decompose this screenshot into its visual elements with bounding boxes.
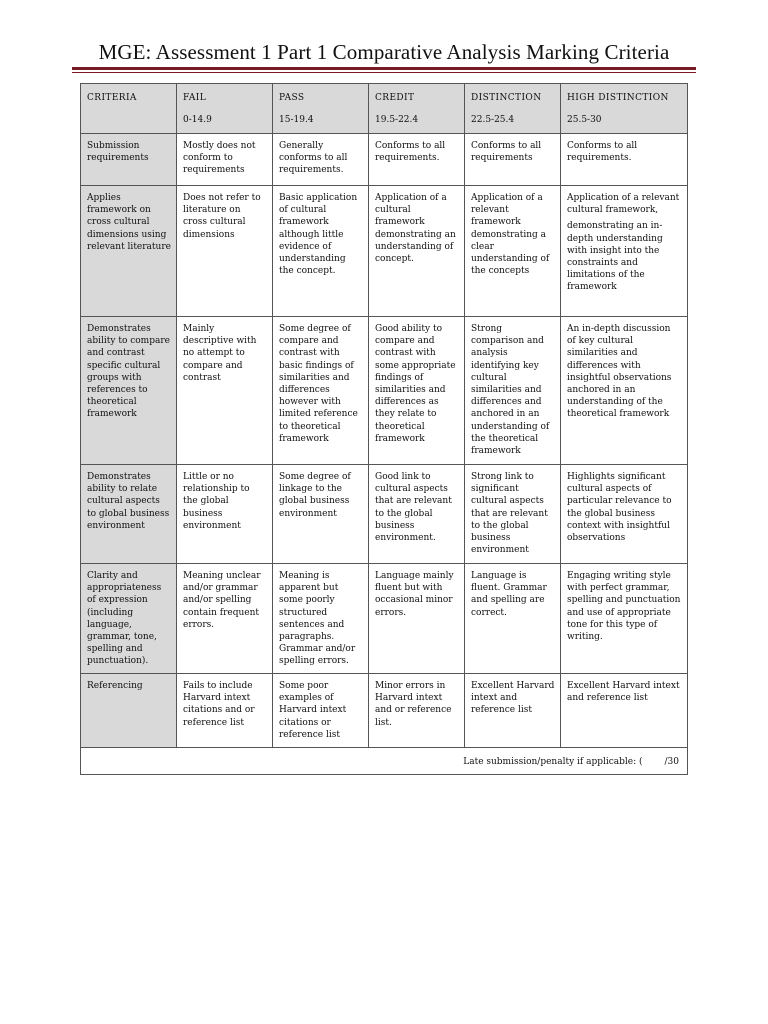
band-range: 19.5-22.4 — [375, 115, 419, 126]
late-penalty-cell — [81, 748, 688, 775]
descriptor-cell: Little or no relationship to the global business environment — [177, 465, 273, 564]
descriptor-cell: Does not refer to literature on cross cultural dimensions — [177, 186, 273, 317]
table-header-row — [81, 84, 688, 134]
band-range: 22.5-25.4 — [471, 115, 515, 126]
descriptor-cell: Strong link to significant cultural aspects that are relevant to the global business environment — [465, 465, 561, 564]
criterion-cell: Demonstrates ability to compare and contrast specific cultural groups with references to theoretical framework — [81, 317, 177, 465]
descriptor-cell: Some degree of compare and contrast with basic findings of similarities and differences however with limited reference to theoretical framework — [273, 317, 369, 465]
descriptor-cell: Some degree of linkage to the global business environment — [273, 465, 369, 564]
descriptor-cell: Conforms to all requirements — [465, 134, 561, 186]
band-name: CREDIT — [375, 93, 415, 103]
descriptor-cell: Mostly does not conform to requirements — [177, 134, 273, 186]
table-row-framework — [81, 186, 688, 317]
descriptor-cell: Good ability to compare and contrast with some appropriate findings of similarities and differences as they relate to theoretical framework — [369, 317, 465, 465]
header-band-credit — [369, 84, 465, 134]
header-band-distinction — [465, 84, 561, 134]
descriptor-cell: Basic application of cultural framework although little evidence of understanding the concept. — [273, 186, 369, 317]
late-penalty-label: Late submission/penalty if applicable: ( — [463, 757, 643, 767]
page-title: MGE: Assessment 1 Part 1 Comparative Analysis Marking Criteria — [98, 40, 670, 64]
marking-criteria-table — [80, 83, 688, 775]
descriptor-cell: Minor errors in Harvard intext and or reference list. — [369, 674, 465, 748]
band-range: 0-14.9 — [183, 115, 212, 126]
band-range: 15-19.4 — [279, 115, 314, 126]
descriptor-cell: Application of a relevant framework demonstrating a clear understanding of the concepts — [465, 186, 561, 317]
table-row-clarity — [81, 564, 688, 674]
criterion-cell: Applies framework on cross cultural dimensions using relevant literature — [81, 186, 177, 317]
header-band-fail — [177, 84, 273, 134]
descriptor-cell: Good link to cultural aspects that are relevant to the global business environment. — [369, 465, 465, 564]
score-total: /30 — [664, 757, 679, 767]
descriptor-text-continued: demonstrating an in-depth understanding with insight into the constraints and limitations of the framework — [567, 221, 663, 293]
descriptor-cell: Generally conforms to all requirements. — [273, 134, 369, 186]
header-band-pass — [273, 84, 369, 134]
band-range: 25.5-30 — [567, 115, 602, 126]
title-rule-thin — [72, 72, 696, 73]
criterion-cell: Clarity and appropriateness of expression (including language, grammar, tone, spelling and punctuation). — [81, 564, 177, 674]
descriptor-cell: Conforms to all requirements. — [369, 134, 465, 186]
band-name: HIGH DISTINCTION — [567, 93, 669, 103]
descriptor-cell: An in-depth discussion of key cultural similarities and differences with insightful observations anchored in an understanding of the theoretical framework — [561, 317, 688, 465]
descriptor-cell: Application of a cultural framework demonstrating an understanding of concept. — [369, 186, 465, 317]
table-row-compare-contrast — [81, 317, 688, 465]
header-criteria: CRITERIA — [81, 84, 177, 134]
descriptor-cell: Highlights significant cultural aspects of particular relevance to the global business context with insightful observations — [561, 465, 688, 564]
band-name: FAIL — [183, 93, 207, 103]
descriptor-cell: Meaning is apparent but some poorly structured sentences and paragraphs. Grammar and/or spelling errors. — [273, 564, 369, 674]
table-row-submission — [81, 134, 688, 186]
descriptor-cell: Language is fluent. Grammar and spelling are correct. — [465, 564, 561, 674]
descriptor-text: Application of a relevant cultural framework, — [567, 193, 680, 216]
criterion-cell: Submission requirements — [81, 134, 177, 186]
band-name: PASS — [279, 93, 305, 103]
descriptor-cell: Strong comparison and analysis identifying key cultural similarities and differences and anchored in an understanding of the theoretical framework — [465, 317, 561, 465]
descriptor-cell — [561, 186, 688, 317]
band-name: DISTINCTION — [471, 93, 542, 103]
descriptor-cell: Excellent Harvard intext and reference list — [561, 674, 688, 748]
title-rule-thick — [72, 67, 696, 70]
descriptor-cell: Language mainly fluent but with occasional minor errors. — [369, 564, 465, 674]
descriptor-cell: Some poor examples of Harvard intext citations or reference list — [273, 674, 369, 748]
descriptor-cell: Mainly descriptive with no attempt to compare and contrast — [177, 317, 273, 465]
header-band-high-distinction — [561, 84, 688, 134]
table-row-global-business — [81, 465, 688, 564]
descriptor-cell: Fails to include Harvard intext citations and or reference list — [177, 674, 273, 748]
table-footer-row — [81, 748, 688, 775]
criterion-cell: Referencing — [81, 674, 177, 748]
table-row-referencing — [81, 674, 688, 748]
descriptor-cell: Engaging writing style with perfect grammar, spelling and punctuation and use of appropriate tone for this type of writing. — [561, 564, 688, 674]
descriptor-cell: Excellent Harvard intext and reference list — [465, 674, 561, 748]
descriptor-cell: Meaning unclear and/or grammar and/or spelling contain frequent errors. — [177, 564, 273, 674]
criterion-cell: Demonstrates ability to relate cultural aspects to global business environment — [81, 465, 177, 564]
descriptor-cell: Conforms to all requirements. — [561, 134, 688, 186]
